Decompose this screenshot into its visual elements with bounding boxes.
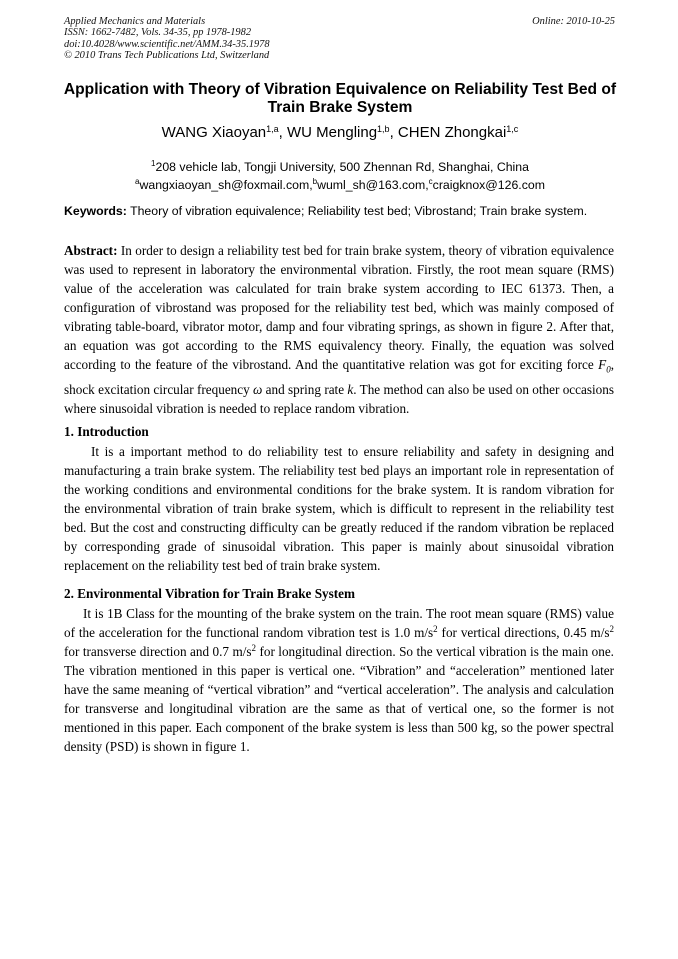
email-link[interactable]: craigknox@126.com	[432, 178, 545, 192]
var-force-subscript: 0	[606, 364, 611, 375]
abstract-text: . The method can also be used on other occasions where sinusoidal vibration is needed to replace random vibration.	[64, 381, 614, 416]
email-separator: ,	[309, 178, 313, 192]
email-link[interactable]: wangxiaoyan_sh@foxmail.com	[139, 178, 310, 192]
keywords-text: Theory of vibration equivalence; Reliability test bed; Vibrostand; Train brake system.	[130, 204, 588, 218]
email-mark: b	[312, 177, 318, 186]
email-list	[60, 176, 620, 194]
section-heading-environmental-vibration: 2. Environmental Vibration for Train Brake System	[64, 586, 355, 601]
affiliation-text: 208 vehicle lab, Tongji University, 500 Zhennan Rd, Shanghai, China	[155, 160, 529, 174]
exponent: 2	[609, 624, 614, 634]
author-affil-mark: 1,b	[377, 124, 390, 134]
body-text: for transverse direction and 0.7 m/s	[64, 644, 252, 659]
var-k: k	[347, 381, 354, 397]
keywords-label: Keywords:	[64, 204, 127, 218]
issn-line: ISSN: 1662-7482, Vols. 34-35, pp 1978-1982	[64, 27, 252, 39]
author-affil-mark: 1,c	[506, 124, 519, 134]
author-list	[60, 124, 620, 142]
author-name: WANG Xiaoyan	[161, 124, 267, 141]
keywords	[64, 203, 624, 219]
author-affil-mark: 1,a	[266, 124, 279, 134]
body-text: for longitudinal direction. So the vertical vibration is the main one. The vibration mentioned in this paper is vertical one. “Vibration” and “acceleration” mentioned later have the same meaning of “vertical vibration” and “vertical acceleration”. The analysis and calculation for transverse and longitudinal vibration are the same as that of vertical one, so the former is not mentioned in this paper. Each component of the brake system is less than 500 kg, so the power spectral density (PSD) is shown in figure 1.	[64, 644, 614, 754]
body-text: It is 1B Class for the mounting of the brake system on the train. The root mean square (RMS) value of the acceleration for the functional random vibration test is 1.0 m/s	[64, 606, 614, 640]
body-text: for vertical directions, 0.45 m/s	[437, 625, 610, 640]
abstract	[64, 241, 614, 418]
abstract-text: , shock excitation circular frequency	[64, 357, 614, 397]
author-name: WU Mengling	[287, 124, 378, 141]
exponent: 2	[251, 643, 257, 653]
author-separator: ,	[389, 124, 398, 141]
abstract-text: and spring rate	[262, 381, 348, 397]
affiliation	[60, 158, 620, 176]
email-separator: ,	[425, 178, 429, 192]
doi-line: doi:10.4028/www.scientific.net/AMM.34-35.1978	[64, 38, 270, 50]
exponent: 2	[433, 624, 438, 634]
var-force: F	[598, 357, 607, 372]
email-link[interactable]: wuml_sh@163.com	[317, 178, 426, 192]
journal-name: Applied Mechanics and Materials	[64, 16, 206, 27]
abstract-label: Abstract:	[64, 243, 118, 258]
introduction-paragraph: It is a important method to do reliability test to ensure reliability and safety in designing and manufacturing a train brake system. The reliability test bed plays an important role in representation of the working conditions and environmental conditions for the brake system. It is random vibration for the environmental vibration of train brake system, which is difficult to represent in the reliability test bed. But the cost and constructing difficulty can be greatly reduced if the random vibration be replaced by corresponding grade of sinusoidal vibration. This paper is mainly about sinusoidal vibration replacement on the reliability test bed of train brake system.	[64, 444, 614, 573]
environmental-vibration-paragraph	[64, 604, 614, 756]
author-name: CHEN Zhongkai	[397, 124, 507, 141]
author-separator: ,	[278, 124, 288, 141]
copyright-line: © 2010 Trans Tech Publications Ltd, Switzerland	[64, 50, 270, 62]
abstract-text: In order to design a reliability test bed for train brake system, theory of vibration equivalence was used to represent in laboratory the environmental vibration. Firstly, the root mean square (RMS) value of the acceleration was calculated for train brake system according to IEC 61373. Then, a configuration of vibrostand was proposed for the reliability test bed, which was mainly composed of vibrating table-board, vibrator motor, damp and four vibrating springs, as shown in figure 2. After that, an equation was got according to the RMS equivalency theory. Finally, the equation was solved according to the feature of the vibrostand. And the quantitative relation was got for exciting force	[64, 243, 615, 372]
section-heading-introduction: 1. Introduction	[64, 424, 149, 439]
paper-title: Application with Theory of Vibration Equivalence on Reliability Test Bed of Train Brake System	[63, 81, 617, 116]
email-mark: a	[135, 177, 140, 186]
journal-meta	[64, 16, 270, 62]
affiliation-mark: 1	[151, 159, 156, 168]
email-mark: c	[428, 177, 433, 186]
var-omega: ω	[253, 381, 263, 397]
online-date: Online: 2010-10-25	[532, 16, 615, 27]
